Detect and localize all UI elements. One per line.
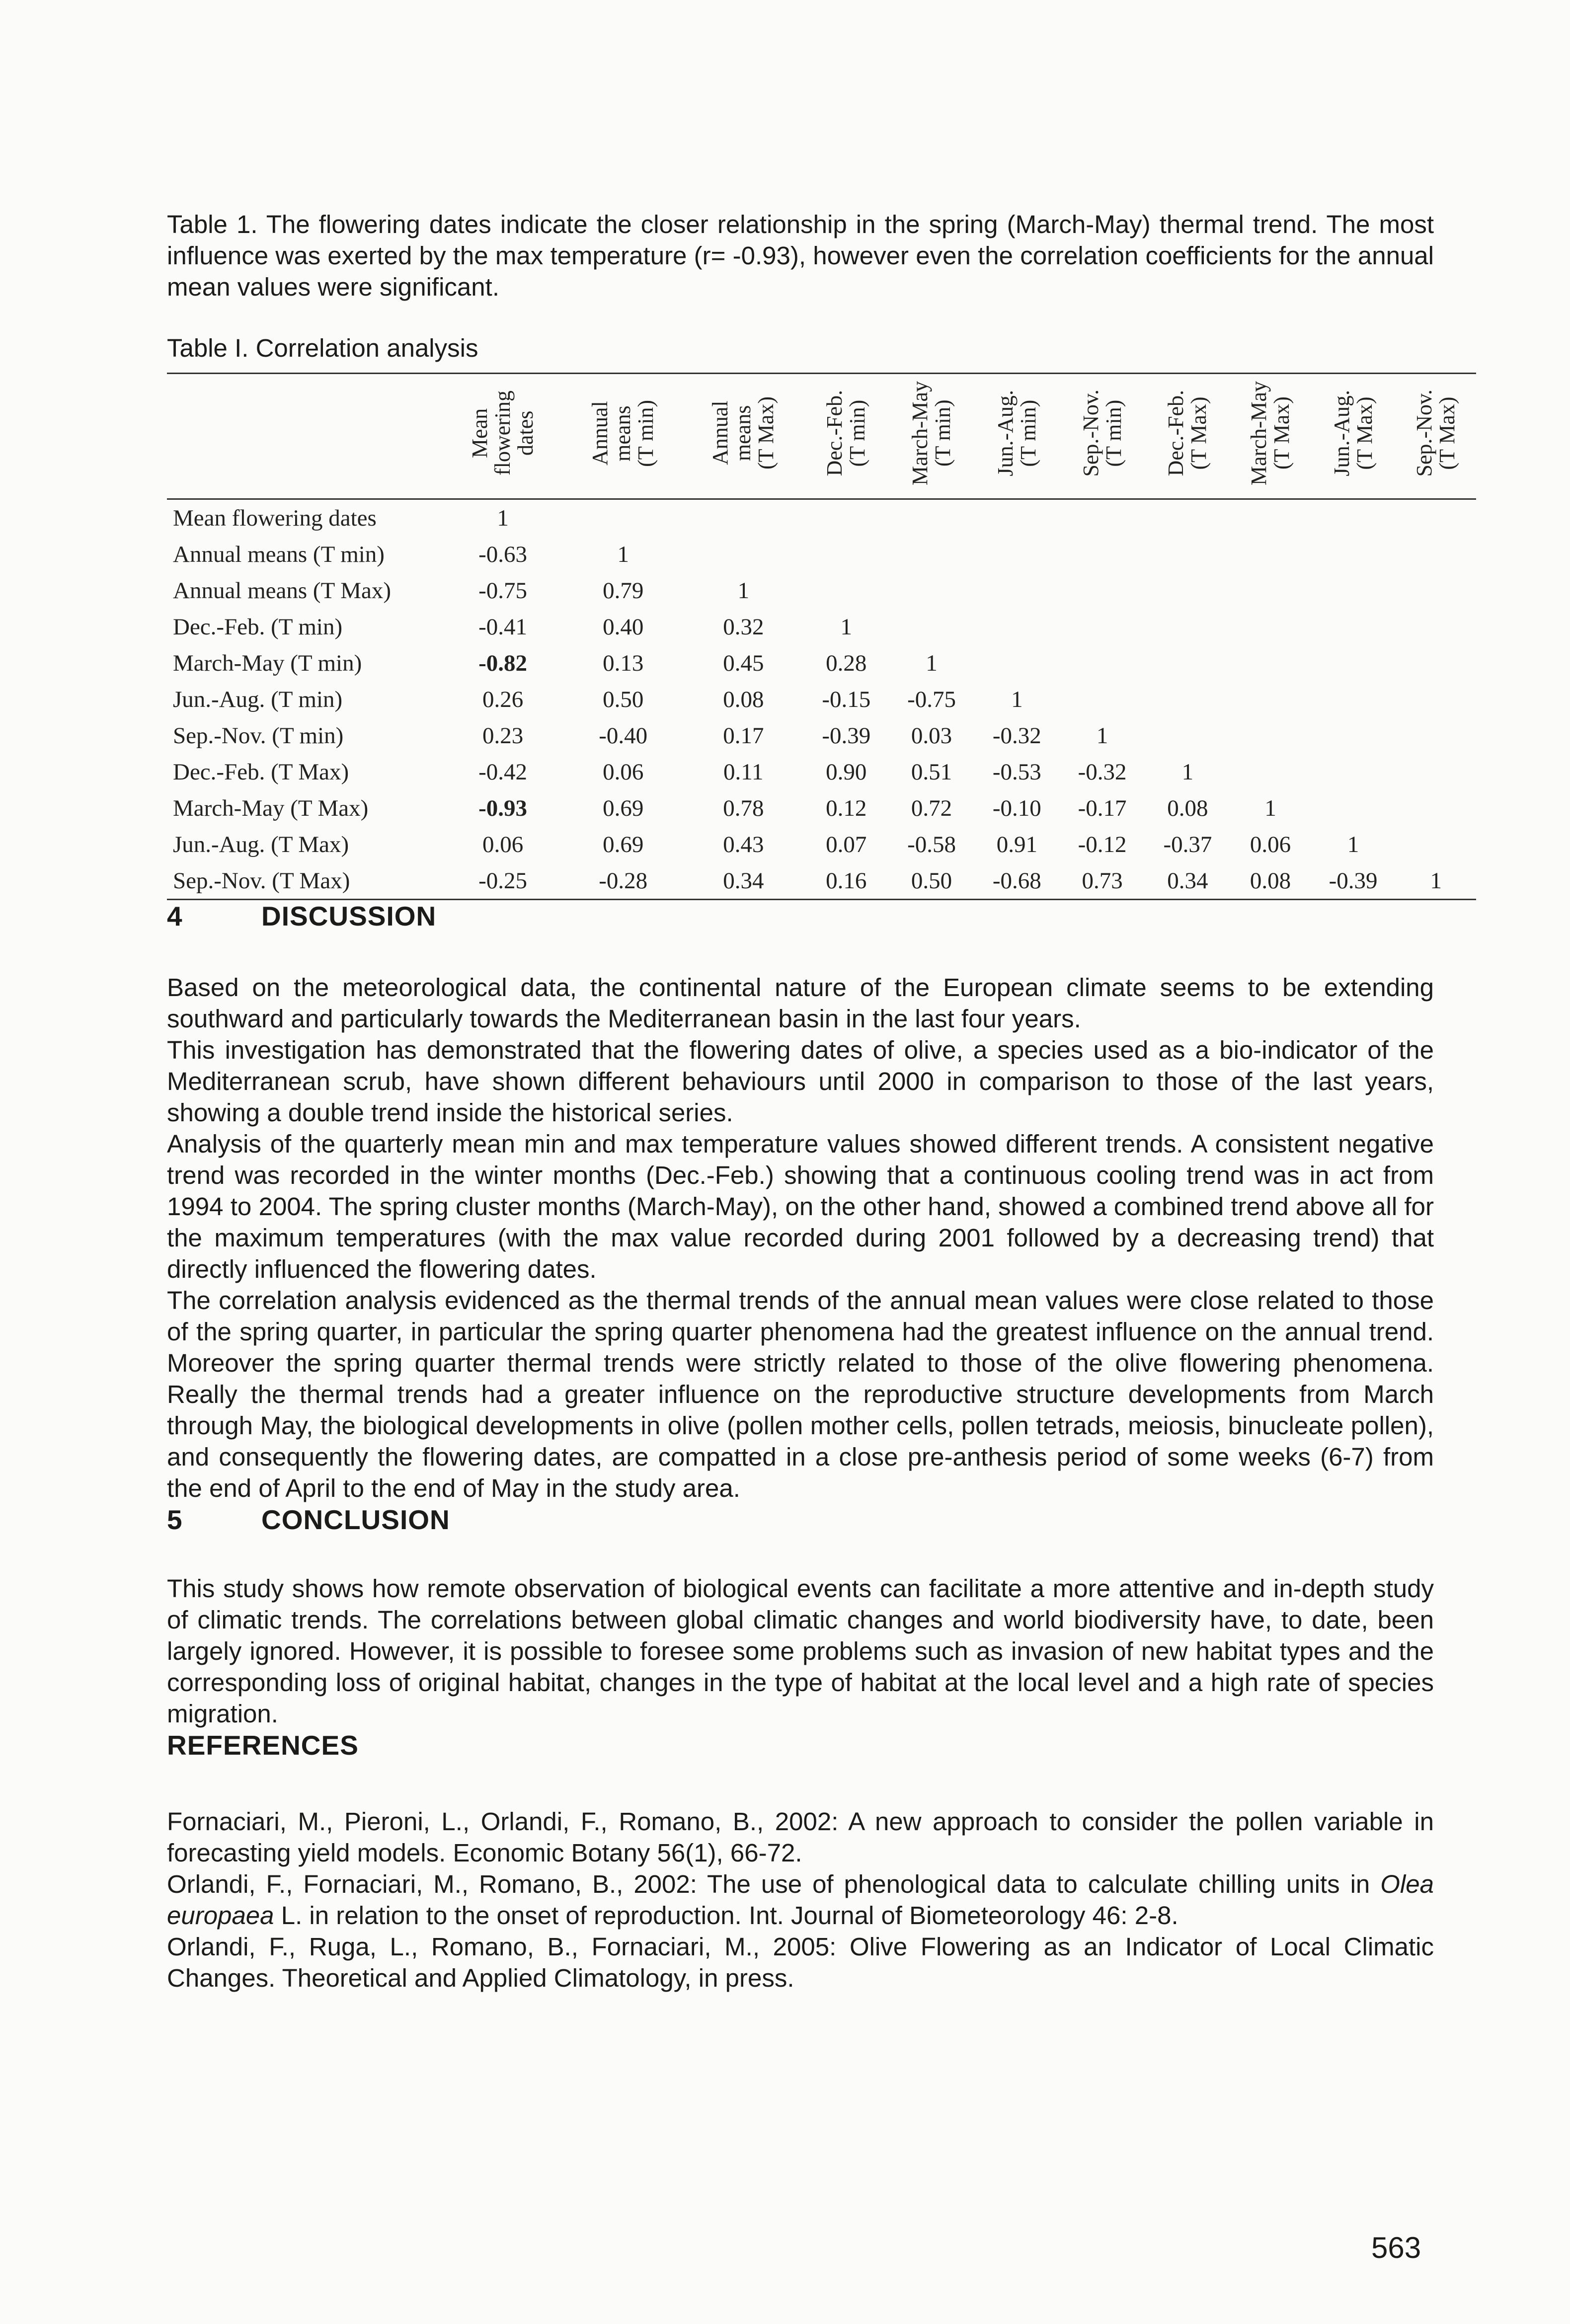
row-label: March-May (T min) (173, 650, 362, 676)
table-cell (1311, 572, 1396, 609)
table-cell: -0.12 (1078, 831, 1127, 857)
table-cell (563, 499, 683, 537)
table-cell (974, 499, 1060, 537)
table-cell: 0.08 (723, 686, 764, 712)
table-cell: -0.42 (478, 759, 528, 785)
discussion-paragraph: Based on the meteorological data, the continental nature of the European climate seems to be extending southward and particularly towards the Mediterranean basin in the last four years. (167, 973, 1434, 1033)
table-cell: -0.32 (992, 722, 1041, 749)
table-cell (1145, 572, 1231, 609)
table-cell: -0.58 (907, 831, 956, 857)
conclusion-paragraph: This study shows how remote observation of biological events can facilitate a more attentive and in-depth study of climatic trends. The correlations between global climatic changes and world biodiversity have, to date, been largely ignored. However, it is possible to foresee some problems such as invasion of new habitat types and the corresponding loss of original habitat, changes in the type of habitat at the local level and a high rate of species migration. (167, 1574, 1434, 1728)
table-cell: -0.39 (1329, 867, 1378, 894)
table-row (167, 572, 1476, 609)
table-cell: -0.93 (478, 795, 528, 821)
table-cell: 0.51 (911, 759, 952, 785)
conclusion-title: CONCLUSION (261, 1504, 450, 1535)
table-cell (1145, 609, 1231, 645)
table-row (167, 609, 1476, 645)
table-cell (1060, 572, 1145, 609)
column-header (443, 374, 563, 499)
row-label: March-May (T Max) (173, 795, 369, 821)
table-cell (1396, 536, 1476, 572)
table-cell: 1 (737, 577, 750, 604)
table-cell (1060, 499, 1145, 537)
table-cell (1396, 499, 1476, 537)
table-cell: -0.40 (599, 722, 648, 749)
table-cell (1145, 717, 1231, 754)
table-cell: 0.50 (911, 867, 952, 894)
table-cell (1145, 645, 1231, 681)
table-cell: -0.63 (478, 541, 528, 567)
table-cell (1230, 572, 1310, 609)
table-cell: 0.40 (603, 614, 644, 640)
column-header (889, 374, 974, 499)
column-header-label: Annual means (T Max) (708, 396, 779, 470)
table-cell (1396, 826, 1476, 862)
discussion-body (167, 972, 1434, 1504)
row-label: Dec.-Feb. (T min) (173, 614, 343, 640)
page-body (167, 209, 1460, 1994)
table-cell: 0.26 (482, 686, 524, 712)
row-label: Sep.-Nov. (T min) (173, 722, 344, 749)
table-cell (1230, 681, 1310, 717)
table-cell (974, 572, 1060, 609)
reference-text: Fornaciari, M., Pieroni, L., Orlandi, F., Romano, B., 2002: A new approach to consider the pollen variable in forecasting yield models. Economic Botany 56(1), 66-72. (167, 1807, 1434, 1867)
table-cell: 1 (1347, 831, 1359, 857)
table-cell: 0.23 (482, 722, 524, 749)
table-cell: 0.69 (603, 795, 644, 821)
table-cell (1396, 609, 1476, 645)
column-header-label: March-May (T Max) (1246, 381, 1294, 486)
table-cell: 0.79 (603, 577, 644, 604)
table-cell: 0.16 (826, 867, 867, 894)
table-cell: -0.39 (822, 722, 871, 749)
correlation-table (167, 373, 1476, 900)
table-cell: 1 (1181, 759, 1194, 785)
table-cell: -0.15 (822, 686, 871, 712)
table-cell: 1 (617, 541, 629, 567)
row-label: Sep.-Nov. (T Max) (173, 867, 350, 894)
table-cell (1311, 609, 1396, 645)
table-cell (1230, 609, 1310, 645)
table-cell (1230, 499, 1310, 537)
table-cell: 0.28 (826, 650, 867, 676)
table-cell: -0.75 (907, 686, 956, 712)
table-header-row (167, 374, 1476, 499)
table-row (167, 717, 1476, 754)
table-cell: 0.07 (826, 831, 867, 857)
table-cell: 0.73 (1082, 867, 1123, 894)
column-header (1311, 374, 1396, 499)
table-cell: 0.08 (1250, 867, 1291, 894)
row-label: Dec.-Feb. (T Max) (173, 759, 349, 785)
column-header-label: March-May (T min) (908, 381, 955, 486)
table-cell: 0.78 (723, 795, 764, 821)
discussion-paragraph: Analysis of the quarterly mean min and max temperature values showed different trends. A consistent negative trend was recorded in the winter months (Dec.-Feb.) showing that a continuous cooling trend was in act from 1994 to 2004. The spring cluster months (March-May), on the other hand, showed a combined trend above all for the maximum temperatures (with the max value recorded during 2001 followed by a decreasing trend) that directly influenced the flowering dates. (167, 1130, 1434, 1283)
table-cell: 0.72 (911, 795, 952, 821)
column-header (1396, 374, 1476, 499)
table-cell (1311, 790, 1396, 826)
table-cell: 0.50 (603, 686, 644, 712)
table-row (167, 826, 1476, 862)
table-cell: -0.68 (992, 867, 1041, 894)
conclusion-heading (167, 1504, 1434, 1536)
table-cell: 0.06 (1250, 831, 1291, 857)
column-header-label: Sep.-Nov. (T min) (1078, 389, 1126, 477)
table-cell: 0.34 (1167, 867, 1208, 894)
table-cell: 1 (926, 650, 938, 676)
table-cell (1145, 536, 1231, 572)
table-cell: -0.32 (1078, 759, 1127, 785)
conclusion-number: 5 (167, 1504, 183, 1535)
table-cell: -0.25 (478, 867, 528, 894)
reference-text: Orlandi, F., Fornaciari, M., Romano, B., 2002: The use of phenological data to calculate chilling units in (167, 1870, 1381, 1898)
table-cell (683, 536, 803, 572)
table-body (167, 499, 1476, 900)
table-cell (1396, 717, 1476, 754)
references-heading: REFERENCES (167, 1730, 359, 1761)
table-cell (1311, 499, 1396, 537)
table-cell (889, 499, 974, 537)
table-cell: -0.17 (1078, 795, 1127, 821)
page-number: 563 (1371, 2231, 1421, 2264)
row-label: Mean flowering dates (173, 505, 377, 531)
column-header (1060, 374, 1145, 499)
table-cell (1311, 681, 1396, 717)
column-header-label: Jun.-Aug. (T min) (993, 390, 1040, 476)
conclusion-body (167, 1573, 1434, 1729)
column-header (803, 374, 889, 499)
table-cell: 1 (497, 505, 509, 531)
column-header (1230, 374, 1310, 499)
discussion-paragraph: This investigation has demonstrated that the flowering dates of olive, a species used as a bio-indicator of the Mediterranean scrub, have shown different behaviours until 2000 in comparison to those of the last years, showing a double trend inside the historical series. (167, 1036, 1434, 1127)
table-row (167, 754, 1476, 790)
column-header-label: Sep.-Nov. (T Max) (1412, 389, 1460, 477)
table-cell: -0.53 (992, 759, 1041, 785)
column-header (563, 374, 683, 499)
table-title: Table I. Correlation analysis (167, 334, 478, 362)
table-cell: 0.32 (723, 614, 764, 640)
table-cell (803, 499, 889, 537)
column-header-label: Jun.-Aug. (T Max) (1329, 390, 1377, 476)
table-cell (1311, 536, 1396, 572)
row-label: Jun.-Aug. (T Max) (173, 831, 349, 857)
discussion-heading (167, 900, 1434, 932)
table-cell: -0.37 (1163, 831, 1212, 857)
table-cell: 0.90 (826, 759, 867, 785)
table-cell: 1 (840, 614, 853, 640)
table-cell: 1 (1430, 867, 1442, 894)
table-row (167, 536, 1476, 572)
table-cell: -0.75 (478, 577, 528, 604)
table-cell: 0.45 (723, 650, 764, 676)
table-cell (1396, 681, 1476, 717)
table-cell: 0.11 (723, 759, 764, 785)
row-label: Jun.-Aug. (T min) (173, 686, 343, 712)
table-cell (1230, 536, 1310, 572)
reference-text: Orlandi, F., Ruga, L., Romano, B., Fornaciari, M., 2005: Olive Flowering as an Indicator of Local Climatic Changes. Theoretical and Applied Climatology, in press. (167, 1933, 1434, 1992)
table-cell: -0.28 (599, 867, 648, 894)
table-cell: 0.43 (723, 831, 764, 857)
table-cell: -0.82 (478, 650, 528, 676)
table-cell: -0.41 (478, 614, 528, 640)
table-cell: 0.91 (996, 831, 1037, 857)
table-cell: 1 (1096, 722, 1108, 749)
discussion-number: 4 (167, 901, 183, 931)
table-cell (1311, 645, 1396, 681)
table-row (167, 790, 1476, 826)
row-label: Annual means (T min) (173, 541, 385, 567)
table-cell: 0.34 (723, 867, 764, 894)
table-cell (1060, 681, 1145, 717)
column-header-label: Dec.-Feb. (T Max) (1164, 390, 1211, 476)
table-cell (889, 536, 974, 572)
discussion-paragraph: The correlation analysis evidenced as the thermal trends of the annual mean values were close related to those of the spring quarter, in particular the spring quarter phenomena had the greatest influence on the annual trend. Moreover the spring quarter thermal trends were strictly related to those of the olive flowering phenomena. Really the thermal trends had a greater influence on the reproductive structure developments from March through May, the biological developments in olive (pollen mother cells, pollen tetrads, meiosis, binucleate pollen), and consequently the flowering dates, are compatted in a close pre-anthesis period of some weeks (6-7) from the end of April to the end of May in the study area. (167, 1286, 1434, 1502)
reference-italic-species: Olea europaea (167, 1870, 1434, 1930)
table-cell (889, 572, 974, 609)
references-list (167, 1806, 1434, 1994)
table-cell (974, 609, 1060, 645)
table-cell: 0.12 (826, 795, 867, 821)
table-cell: 0.17 (723, 722, 764, 749)
table-row (167, 645, 1476, 681)
table-cell (1230, 645, 1310, 681)
table-cell (1060, 536, 1145, 572)
reference-item (167, 1806, 1434, 1868)
table-cell (1060, 609, 1145, 645)
column-header (1145, 374, 1231, 499)
table-cell: 0.03 (911, 722, 952, 749)
table-cell: 0.13 (603, 650, 644, 676)
table-cell (1396, 645, 1476, 681)
table-cell (974, 645, 1060, 681)
column-header-label: Annual means (T min) (588, 399, 658, 467)
reference-item (167, 1931, 1434, 1994)
table-row (167, 862, 1476, 900)
column-header-label: Mean flowering dates (468, 390, 538, 476)
table-cell (683, 499, 803, 537)
table-cell: 0.08 (1167, 795, 1208, 821)
table-cell (1230, 754, 1310, 790)
reference-text: L. in relation to the onset of reproduction. Int. Journal of Biometeorology 46: 2-8. (274, 1901, 1178, 1930)
table-cell (1311, 717, 1396, 754)
table-cell (1060, 645, 1145, 681)
table-cell (1311, 754, 1396, 790)
table-corner-cell (167, 374, 443, 499)
table-row (167, 681, 1476, 717)
table-cell (974, 536, 1060, 572)
table-cell: 0.06 (603, 759, 644, 785)
row-label: Annual means (T Max) (173, 577, 391, 604)
table-cell: 0.06 (482, 831, 524, 857)
table-cell: 1 (1264, 795, 1276, 821)
table-cell (803, 572, 889, 609)
table-cell (803, 536, 889, 572)
table-cell (1396, 572, 1476, 609)
column-header (974, 374, 1060, 499)
column-header (683, 374, 803, 499)
table-cell (1230, 717, 1310, 754)
table-intro-caption: Table 1. The flowering dates indicate the closer relationship in the spring (March-May) thermal trend. The most influence was exerted by the max temperature (r= -0.93), however even the correlation coefficients for the annual mean values were significant. (167, 210, 1434, 301)
table-cell: 1 (1011, 686, 1023, 712)
table-cell: -0.10 (992, 795, 1041, 821)
column-header-label: Dec.-Feb. (T min) (822, 390, 870, 476)
reference-item (167, 1868, 1434, 1931)
table-row (167, 499, 1476, 537)
table-cell (1396, 754, 1476, 790)
table-cell (1396, 790, 1476, 826)
table-cell (889, 609, 974, 645)
table-cell (1145, 681, 1231, 717)
table-cell: 0.69 (603, 831, 644, 857)
discussion-title: DISCUSSION (261, 901, 437, 931)
table-cell (1145, 499, 1231, 537)
